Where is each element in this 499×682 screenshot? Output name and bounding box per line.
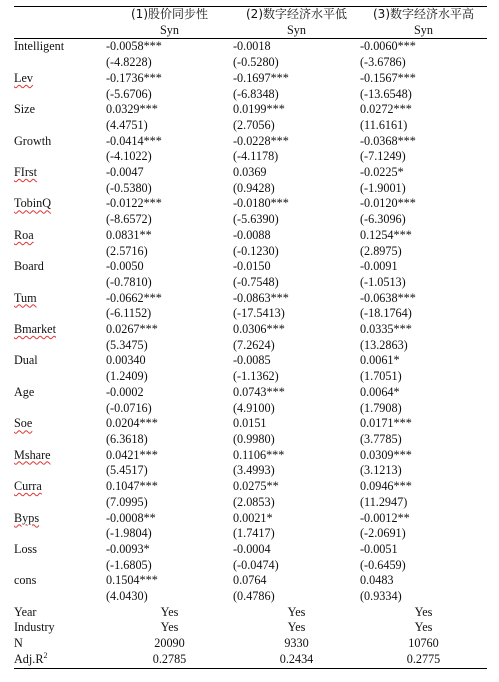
coef-row	[14, 322, 487, 338]
coefficient-cell: -0.0180***	[233, 196, 289, 211]
t-statistic-cell: (2.7056)	[233, 117, 275, 132]
coefficient-cell: 0.0483	[360, 573, 394, 588]
footer-label: Industry	[14, 620, 55, 635]
t-statistic-cell: (0.4786)	[233, 589, 275, 604]
t-statistic-cell: (2.0853)	[233, 494, 275, 509]
footer-row	[14, 652, 487, 668]
coefficient-cell: 0.1047***	[106, 479, 158, 494]
t-stat-row	[14, 212, 487, 228]
coefficient-cell: 0.0021*	[233, 510, 273, 525]
footer-label: N	[14, 636, 23, 651]
t-statistic-cell: (4.9100)	[233, 400, 275, 415]
t-statistic-cell: (-4.1178)	[233, 149, 279, 164]
t-statistic-cell: (5.3475)	[106, 337, 148, 352]
coef-row	[14, 511, 487, 527]
coefficient-cell: 0.1254***	[360, 227, 412, 242]
blank-cell	[14, 526, 106, 542]
variable-name	[14, 479, 106, 495]
footer-label	[14, 652, 106, 668]
t-statistic-cell: (13.2863)	[360, 337, 408, 352]
variable-name	[14, 353, 106, 369]
coef-row	[14, 291, 487, 307]
variable-name	[14, 196, 106, 212]
blank-cell	[14, 495, 106, 511]
t-statistic-cell: (-6.1152)	[106, 306, 152, 321]
t-stat-row	[14, 181, 487, 197]
coefficient-cell: -0.0662***	[106, 290, 162, 305]
t-statistic-cell: (6.3618)	[106, 431, 148, 446]
coefficient-cell: -0.0088	[233, 227, 271, 242]
t-stat-row	[14, 338, 487, 354]
variable-label: Intelligent	[14, 39, 65, 54]
t-statistic-cell: (-5.6390)	[233, 212, 279, 227]
table-body	[14, 39, 487, 668]
variable-name	[14, 291, 106, 307]
coef-row	[14, 228, 487, 244]
variable-label: Soe	[14, 416, 33, 431]
variable-label: Board	[14, 259, 44, 274]
t-statistic-cell: (-0.0716)	[106, 400, 152, 415]
t-stat-row	[14, 495, 487, 511]
t-statistic-cell: (1.7417)	[233, 526, 275, 541]
blank-cell	[14, 275, 106, 291]
t-statistic-cell: (-0.5380)	[106, 180, 152, 195]
variable-label: Lev	[14, 70, 33, 85]
coefficient-cell: -0.0047	[106, 165, 144, 180]
t-statistic-cell: (-6.3096)	[360, 212, 406, 227]
blank-cell	[14, 558, 106, 574]
t-statistic-cell: (-1.1362)	[233, 369, 279, 384]
coefficient-cell: 0.0369	[233, 165, 267, 180]
coefficient-cell: 0.0199***	[233, 102, 285, 117]
coefficient-cell: -0.0225*	[360, 165, 404, 180]
blank-cell	[14, 87, 106, 103]
dependent-var-1: Syn	[106, 23, 233, 39]
coefficient-cell: -0.0008**	[106, 510, 156, 525]
footer-value-cell: Yes	[414, 620, 433, 635]
t-statistic-cell: (-13.6548)	[360, 86, 412, 101]
coefficient-cell: 0.0267***	[106, 322, 158, 337]
t-statistic-cell: (-8.6572)	[106, 212, 152, 227]
t-statistic-cell: (-0.1230)	[233, 243, 279, 258]
variable-name	[14, 542, 106, 558]
coefficient-cell: -0.0414***	[106, 133, 162, 148]
footer-label: Year	[14, 604, 37, 619]
coef-row	[14, 39, 487, 55]
variable-label: Bmarket	[14, 322, 56, 337]
coefficient-cell: -0.1567***	[360, 70, 416, 85]
variable-label: cons	[14, 573, 37, 588]
t-stat-row	[14, 275, 487, 291]
variable-name	[14, 165, 106, 181]
coefficient-cell: -0.0018	[233, 39, 271, 54]
t-statistic-cell: (-1.6805)	[106, 557, 152, 572]
t-statistic-cell: (-0.7810)	[106, 274, 152, 289]
coefficient-cell: 0.0946***	[360, 479, 412, 494]
footer-value-cell: Yes	[287, 620, 306, 635]
variable-label: FIrst	[14, 165, 38, 180]
t-statistic-cell: (-2.0691)	[360, 526, 406, 541]
blank-cell	[14, 432, 106, 448]
coef-row	[14, 102, 487, 118]
variable-label: Size	[14, 102, 35, 117]
header-row-dependent	[14, 23, 487, 39]
blank-cell	[14, 589, 106, 605]
coefficient-cell: -0.0228***	[233, 133, 289, 148]
coefficient-cell: -0.0004	[233, 541, 271, 556]
t-stat-row	[14, 55, 487, 71]
t-statistic-cell: (11.2947)	[360, 494, 408, 509]
coefficient-cell: -0.0150	[233, 259, 271, 274]
t-statistic-cell: (-1.0513)	[360, 274, 406, 289]
t-statistic-cell: (-0.7548)	[233, 274, 279, 289]
variable-name	[14, 448, 106, 464]
coefficient-cell: 0.0171***	[360, 416, 412, 431]
blank-cell	[14, 55, 106, 71]
footer-row	[14, 620, 487, 636]
coefficient-cell: 0.1504***	[106, 573, 158, 588]
t-statistic-cell: (1.7051)	[360, 369, 402, 384]
footer-value-cell: 10760	[408, 636, 439, 651]
t-statistic-cell: (-6.8348)	[233, 86, 279, 101]
coef-row	[14, 165, 487, 181]
blank-cell	[14, 118, 106, 134]
variable-label: TobinQ	[14, 196, 52, 211]
t-stat-row	[14, 306, 487, 322]
blank-cell	[14, 149, 106, 165]
coefficient-cell: -0.0091	[360, 259, 398, 274]
t-statistic-cell: (-1.9001)	[360, 180, 406, 195]
coefficient-cell: 0.0064*	[360, 384, 400, 399]
coefficient-cell: -0.0085	[233, 353, 271, 368]
coef-row	[14, 196, 487, 212]
coefficient-cell: -0.0368***	[360, 133, 416, 148]
variable-label: Curra	[14, 479, 42, 494]
t-statistic-cell: (-4.1022)	[106, 149, 152, 164]
coefficient-cell: -0.0050	[106, 259, 144, 274]
dependent-var-3: Syn	[360, 23, 487, 39]
t-statistic-cell: (-4.8228)	[106, 55, 152, 70]
t-statistic-cell: (-3.6786)	[360, 55, 406, 70]
t-stat-row	[14, 526, 487, 542]
variable-label: Roa	[14, 227, 34, 242]
column-title-2: (2)数字经济水平低	[233, 7, 360, 23]
variable-label: Age	[14, 384, 35, 399]
t-statistic-cell: (2.8975)	[360, 243, 402, 258]
t-statistic-cell: (-7.1249)	[360, 149, 406, 164]
dependent-var-2: Syn	[233, 23, 360, 39]
coefficient-cell: -0.0093*	[106, 541, 150, 556]
blank-cell	[14, 463, 106, 479]
t-stat-row	[14, 589, 487, 605]
t-stat-row	[14, 558, 487, 574]
t-statistic-cell: (4.4751)	[106, 117, 148, 132]
coefficient-cell: 0.0204***	[106, 416, 158, 431]
t-statistic-cell: (2.5716)	[106, 243, 148, 258]
variable-label: Loss	[14, 541, 38, 556]
t-stat-row	[14, 401, 487, 417]
variable-name	[14, 511, 106, 527]
t-statistic-cell: (-0.0474)	[233, 557, 279, 572]
t-statistic-cell: (11.6161)	[360, 117, 408, 132]
variable-label: Tum	[14, 290, 37, 305]
coefficient-cell: 0.1106***	[233, 447, 285, 462]
variable-name	[14, 71, 106, 87]
blank-cell	[14, 212, 106, 228]
variable-label: Mshare	[14, 447, 51, 462]
t-statistic-cell: (3.4993)	[233, 463, 275, 478]
t-stat-row	[14, 87, 487, 103]
footer-value-cell: Yes	[160, 620, 179, 635]
t-stat-row	[14, 463, 487, 479]
t-statistic-cell: (-17.5413)	[233, 306, 285, 321]
coefficient-cell: 0.0061*	[360, 353, 400, 368]
variable-name	[14, 228, 106, 244]
regression-table	[14, 6, 487, 669]
coefficient-cell: -0.1697***	[233, 70, 289, 85]
t-statistic-cell: (1.2409)	[106, 369, 148, 384]
footer-value-cell: Yes	[160, 604, 179, 619]
t-stat-row	[14, 432, 487, 448]
coef-row	[14, 448, 487, 464]
t-statistic-cell: (-0.5280)	[233, 55, 279, 70]
variable-label: Growth	[14, 133, 52, 148]
t-statistic-cell: (1.7908)	[360, 400, 402, 415]
coefficient-cell: -0.0002	[106, 384, 144, 399]
footer-value-cell: Yes	[414, 604, 433, 619]
coef-row	[14, 573, 487, 589]
variable-label: Dual	[14, 353, 38, 368]
coef-row	[14, 259, 487, 275]
coef-row	[14, 416, 487, 432]
variable-name	[14, 259, 106, 275]
t-statistic-cell: (5.4517)	[106, 463, 148, 478]
coefficient-cell: 0.0309***	[360, 447, 412, 462]
variable-name	[14, 39, 106, 55]
t-statistic-cell: (-0.6459)	[360, 557, 406, 572]
header-row-titles	[14, 7, 487, 23]
t-statistic-cell: (0.9980)	[233, 431, 275, 446]
coefficient-cell: -0.0051	[360, 541, 398, 556]
coef-row	[14, 479, 487, 495]
blank-cell	[14, 244, 106, 260]
t-statistic-cell: (-5.6706)	[106, 86, 152, 101]
t-statistic-cell: (-1.9804)	[106, 526, 152, 541]
t-stat-row	[14, 369, 487, 385]
footer-value-cell: 0.2434	[233, 652, 360, 668]
variable-name	[14, 573, 106, 589]
variable-name	[14, 322, 106, 338]
coefficient-cell: 0.0329***	[106, 102, 158, 117]
footer-value-cell: Yes	[287, 604, 306, 619]
column-title-1: (1)股价同步性	[106, 7, 233, 23]
header-blank-cell	[14, 23, 106, 39]
t-statistic-cell: (0.9428)	[233, 180, 275, 195]
coefficient-cell: -0.1736***	[106, 70, 162, 85]
coefficient-cell: 0.0743***	[233, 384, 285, 399]
coef-row	[14, 134, 487, 150]
t-stat-row	[14, 244, 487, 260]
coef-row	[14, 353, 487, 369]
coefficient-cell: -0.0638***	[360, 290, 416, 305]
variable-name	[14, 102, 106, 118]
coefficient-cell: -0.0863***	[233, 290, 289, 305]
variable-label: Byps	[14, 510, 40, 525]
footer-row	[14, 605, 487, 621]
coef-row	[14, 542, 487, 558]
blank-cell	[14, 369, 106, 385]
header-blank-cell	[14, 7, 106, 23]
variable-name	[14, 416, 106, 432]
coefficient-cell: 0.0306***	[233, 322, 285, 337]
variable-name	[14, 134, 106, 150]
t-stat-row	[14, 118, 487, 134]
t-statistic-cell: (4.0430)	[106, 589, 148, 604]
superscript-two: 2	[43, 650, 48, 660]
footer-value-cell: 20090	[154, 636, 185, 651]
t-statistic-cell: (-18.1764)	[360, 306, 412, 321]
footer-value-cell: 0.2775	[360, 652, 487, 668]
coefficient-cell: 0.00340	[106, 353, 146, 368]
coefficient-cell: -0.0060***	[360, 39, 416, 54]
blank-cell	[14, 306, 106, 322]
coefficient-cell: -0.0122***	[106, 196, 162, 211]
coefficient-cell: 0.0272***	[360, 102, 412, 117]
t-stat-row	[14, 149, 487, 165]
coefficient-cell: -0.0120***	[360, 196, 416, 211]
coefficient-cell: 0.0764	[233, 573, 267, 588]
coefficient-cell: 0.0275**	[233, 479, 279, 494]
footer-row	[14, 636, 487, 652]
coefficient-cell: 0.0421***	[106, 447, 158, 462]
blank-cell	[14, 181, 106, 197]
footer-value-cell: 9330	[284, 636, 309, 651]
t-statistic-cell: (3.1213)	[360, 463, 402, 478]
footer-value-cell: 0.2785	[106, 652, 233, 668]
blank-cell	[14, 338, 106, 354]
coefficient-cell: 0.0335***	[360, 322, 412, 337]
t-statistic-cell: (7.0995)	[106, 494, 148, 509]
column-title-3: (3)数字经济水平高	[360, 7, 487, 23]
coef-row	[14, 385, 487, 401]
coefficient-cell: 0.0831**	[106, 227, 152, 242]
coefficient-cell: 0.0151	[233, 416, 267, 431]
coefficient-cell: -0.0058***	[106, 39, 162, 54]
t-statistic-cell: (7.2624)	[233, 337, 275, 352]
coef-row	[14, 71, 487, 87]
adj-r-label: Adj.R	[14, 651, 44, 666]
variable-name	[14, 385, 106, 401]
t-statistic-cell: (3.7785)	[360, 431, 402, 446]
blank-cell	[14, 401, 106, 417]
t-statistic-cell: (0.9334)	[360, 589, 402, 604]
coefficient-cell: -0.0012**	[360, 510, 410, 525]
